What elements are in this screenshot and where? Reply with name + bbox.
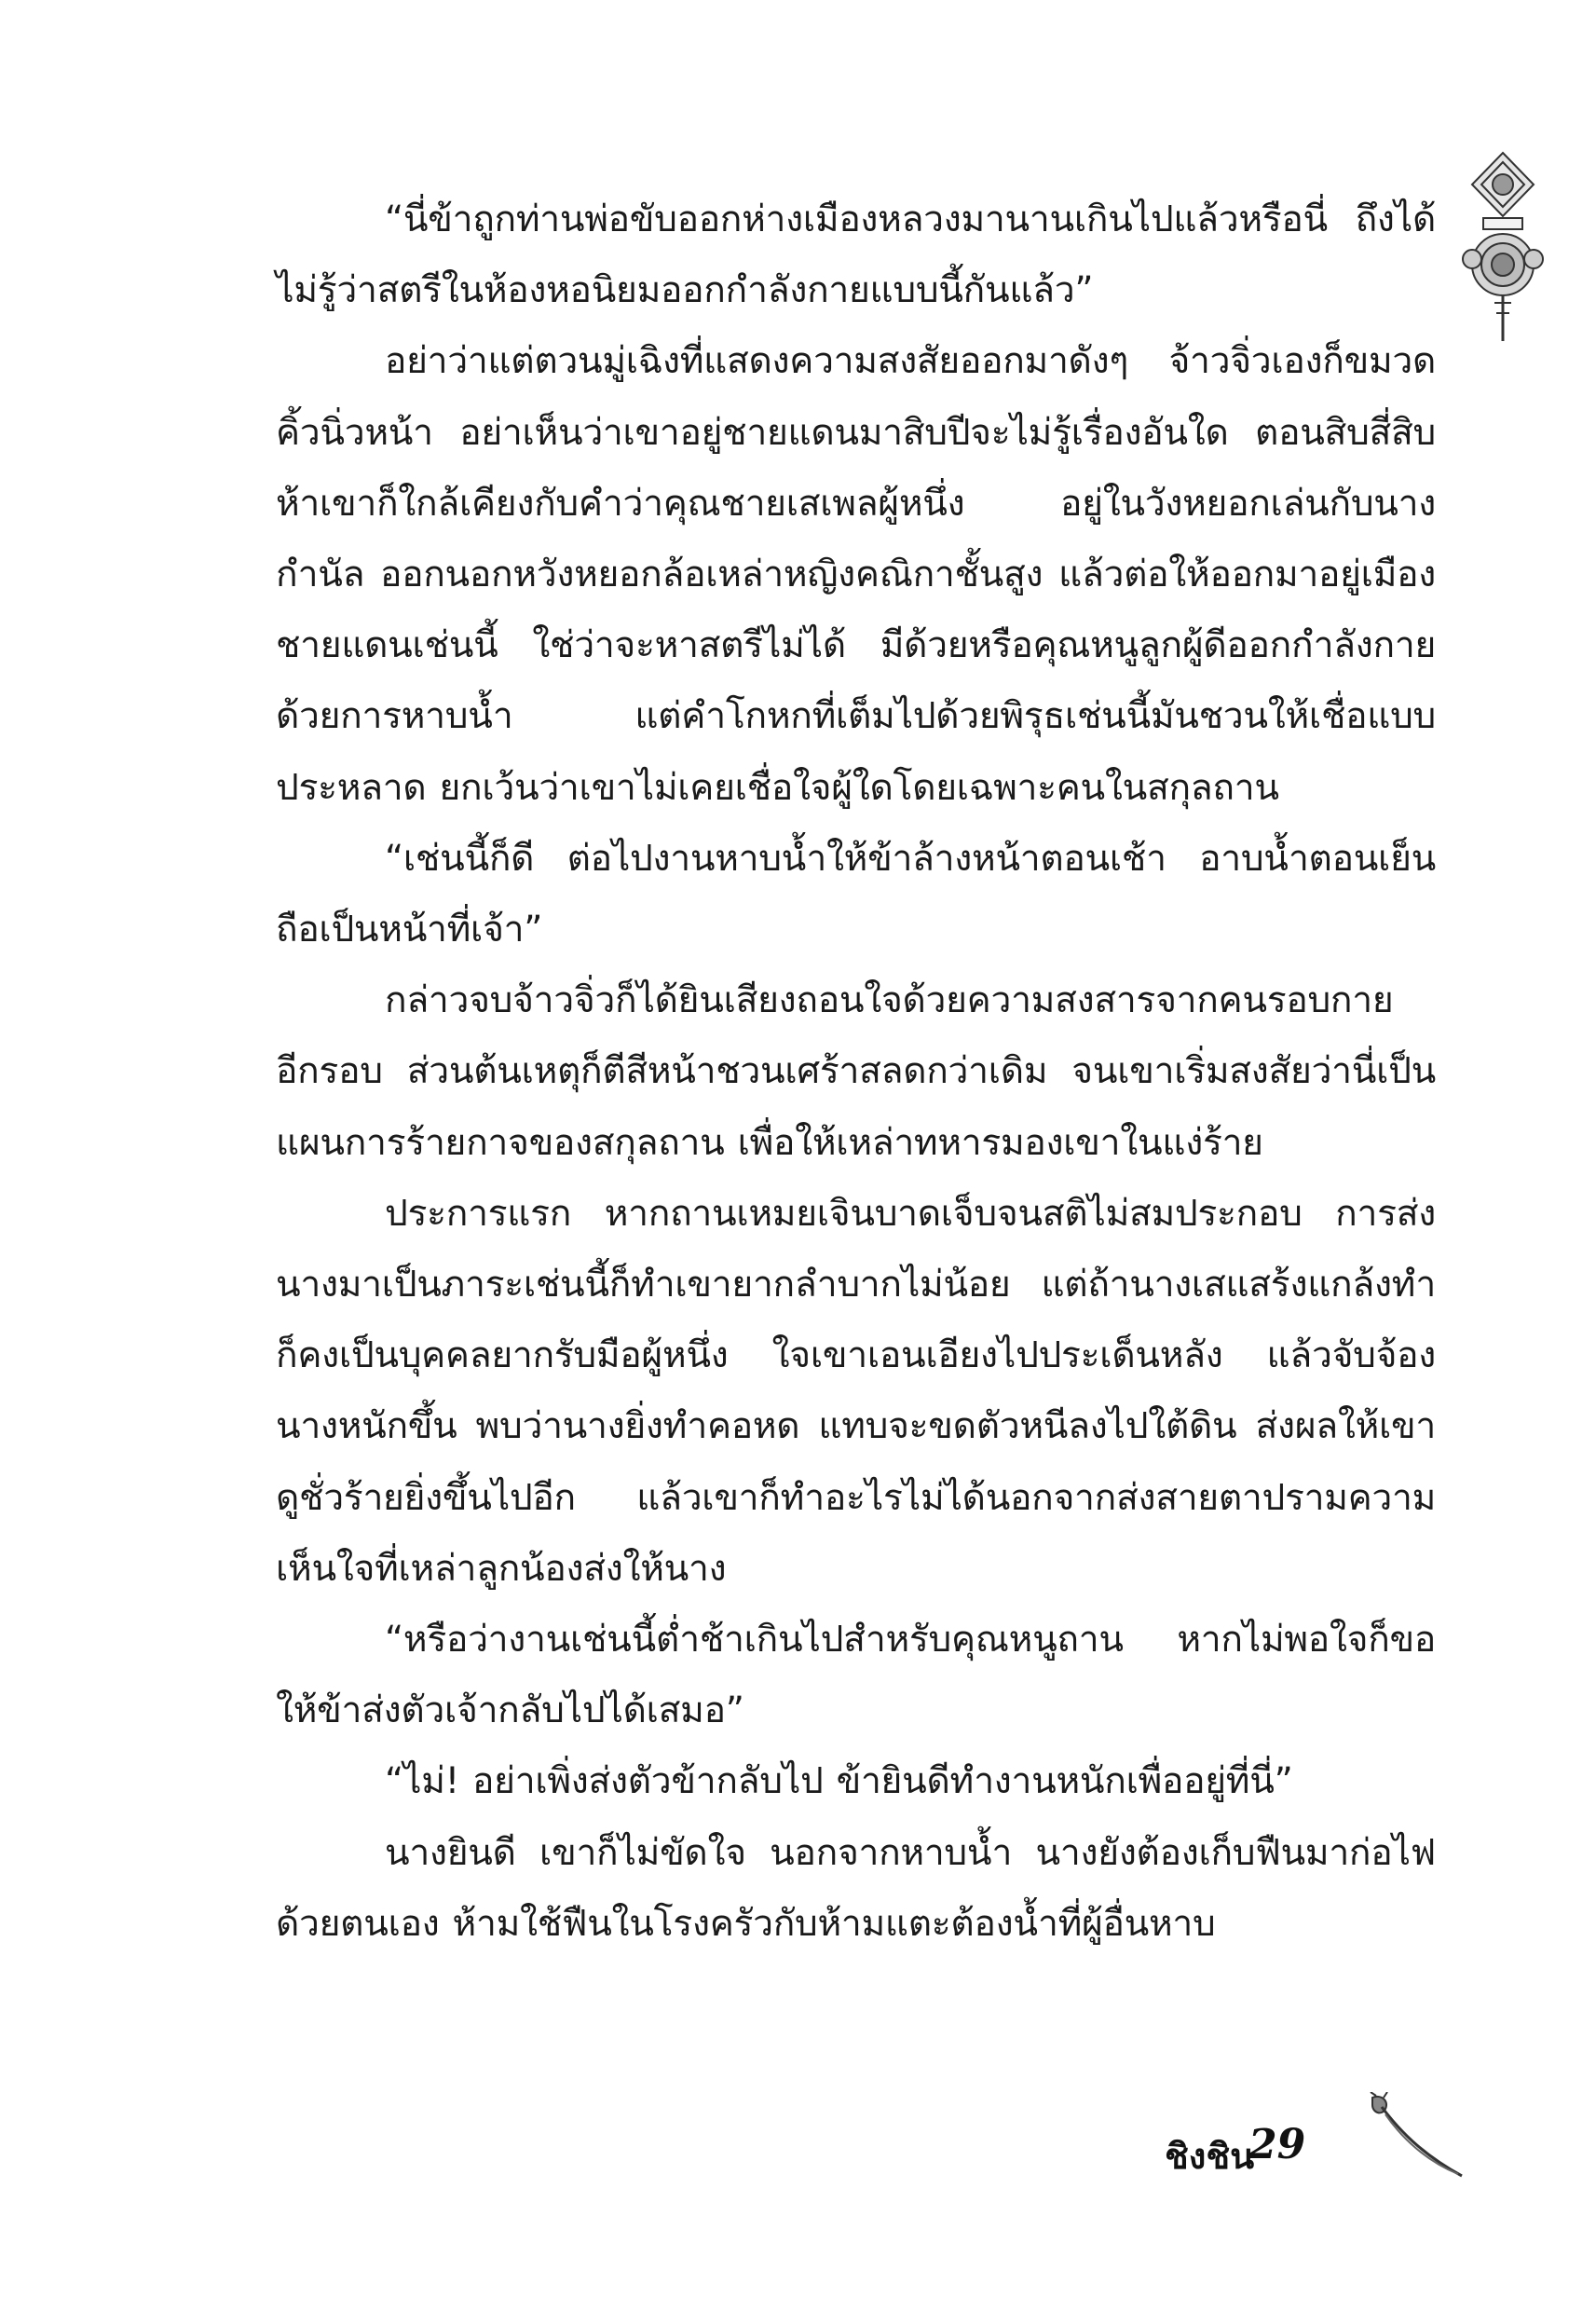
page-number: 29 [1248, 2121, 1306, 2168]
paragraph: “นี่ข้าถูกท่านพ่อขับออกห่างเมืองหลวงมานานเกินไปแล้วหรือนี่ ถึงได้ไม่รู้ว่าสตรีในห้องหอนิยมออกกำลังกายแบบนี้กันแล้ว” [276, 198, 1436, 312]
body-text [276, 185, 1436, 1960]
chapter-ornament-icon [1461, 149, 1545, 345]
paragraph: “ไม่! อย่าเพิ่งส่งตัวข้ากลับไป ข้ายินดีทำงานหนักเพื่ออยู่ที่นี่” [385, 1760, 1293, 1803]
paragraph: อย่าว่าแต่ตวนมู่เฉิงที่แสดงความสงสัยออกมาดังๆ จ้าวจิ่วเองก็ขมวดคิ้วนิ่วหน้า อย่าเห็นว่าเขาอยู่ชายแดนมาสิบปีจะไม่รู้เรื่องอันใด ตอนสิบสี่สิบห้าเขาก็ใกล้เคียงกับคำว่าคุณชายเสเพลผู้หนึ่ง อยู่ในวังหยอกเล่นกับนางกำนัล ออกนอกหวังหยอกล้อเหล่าหญิงคณิกาชั้นสูง แล้วต่อให้ออกมาอยู่เมืองชายแดนเช่นนี้ ใช่ว่าจะหาสตรีไม่ได้ มีด้วยหรือคุณหนูลูกผู้ดีออกกำลังกายด้วยการหาบน้ำ แต่คำโกหกที่เต็มไปด้วยพิรุธเช่นนี้มันชวนให้เชื่อแบบประหลาด ยกเว้นว่าเขาไม่เคยเชื่อใจผู้ใดโดยเฉพาะคนในสกุลถาน [276, 340, 1436, 809]
paragraph: “หรือว่างานเช่นนี้ต่ำช้าเกินไปสำหรับคุณหนูถาน หากไม่พอใจก็ขอให้ข้าส่งตัวเจ้ากลับไปได้เสมอ” [276, 1619, 1436, 1732]
book-title: ชิงชิน [1165, 2135, 1255, 2177]
paragraph: ประการแรก หากถานเหมยเจินบาดเจ็บจนสติไม่สมประกอบ การส่งนางมาเป็นภาระเช่นนี้ก็ทำเขายากลำบากไม่น้อย แต่ถ้านางเสแสร้งแกล้งทำ ก็คงเป็นบุคคลยากรับมือผู้หนึ่ง ใจเขาเอนเอียงไปประเด็นหลัง แล้วจับจ้องนางหนักขึ้น พบว่านางยิ่งทำคอหด แทบจะขดตัวหนีลงไปใต้ดิน ส่งผลให้เขาดูชั่วร้ายยิ่งขึ้นไปอีก แล้วเขาก็ทำอะไรไม่ได้นอกจากส่งสายตาปรามความเห็นใจที่เหล่าลูกน้องส่งให้นาง [276, 1192, 1436, 1590]
paragraph: กล่าวจบจ้าวจิ่วก็ได้ยินเสียงถอนใจด้วยความสงสารจากคนรอบกายอีกรอบ ส่วนต้นเหตุก็ตีสีหน้าชวนเศร้าสลดกว่าเดิม จนเขาเริ่มสงสัยว่านี่เป็นแผนการร้ายกาจของสกุลถาน เพื่อให้เหล่าทหารมองเขาในแง่ร้าย [276, 979, 1436, 1164]
paragraph: นางยินดี เขาก็ไม่ขัดใจ นอกจากหาบน้ำ นางยังต้องเก็บฟืนมาก่อไฟด้วยตนเอง ห้ามใช้ฟืนในโรงครัวกับห้ามแตะต้องน้ำที่ผู้อื่นหาบ [276, 1831, 1436, 1945]
paragraph: “เช่นนี้ก็ดี ต่อไปงานหาบน้ำให้ข้าล้างหน้าตอนเช้า อาบน้ำตอนเย็นถือเป็นหน้าที่เจ้า” [276, 837, 1436, 951]
feather-ornament-icon [1365, 2092, 1467, 2181]
